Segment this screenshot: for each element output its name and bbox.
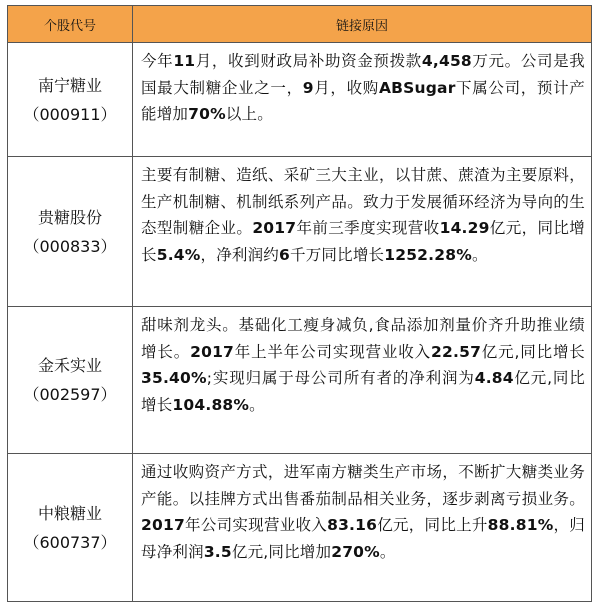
reason-text: 主要有制糖、造纸、采矿三大主业，以甘蔗、蔗渣为主要原料，生产机制糖、机制纸系列产品。致力于发展循环经济为导向的生态型制糖企业。 <box>141 166 585 237</box>
reason-figure: 83.16 <box>327 516 378 534</box>
stock-cell <box>8 157 133 306</box>
reason-figure: 1252.28% <box>384 245 472 264</box>
reason-text: 亿元,同比增长 <box>141 369 586 414</box>
table-row <box>8 454 591 602</box>
reason-figure: 11 <box>173 52 196 70</box>
reason-text: 月，收购 <box>313 78 379 97</box>
reason-figure: 88.81% <box>487 516 554 534</box>
reason-text: 。 <box>471 245 488 264</box>
reason-figure: 9 <box>302 78 314 97</box>
stock-name: 中粮糖业 <box>37 504 102 523</box>
reason-text: 甜味剂龙头。基础化工瘦身减负,食品添加剂量价齐升助推业绩增长。 <box>141 316 585 361</box>
reason-figure: 14.29 <box>439 219 490 237</box>
stock-code: （000833） <box>23 236 117 256</box>
reason-figure: 6 <box>279 245 291 264</box>
reason-text: 千万同比增长 <box>290 245 385 264</box>
reason-text: 年上半年公司实现营业收入 <box>234 342 432 361</box>
reason-figure: 2017 <box>141 516 185 534</box>
reason-figure: 35.40% <box>141 369 207 387</box>
stock-code: （002597） <box>23 385 117 404</box>
table-row <box>8 43 591 157</box>
reason-text: 万元。公司是我国最大制糖企业之一， <box>141 52 585 97</box>
stock-cell <box>8 307 133 453</box>
reason-text: ，净利润约 <box>200 245 280 264</box>
reason-figure: 2017 <box>190 342 235 361</box>
reason-text: 亿元，同比增长 <box>141 219 586 264</box>
reason-cell <box>133 307 591 453</box>
reason-text: 通过收购资产方式，进军南方糖类生产市场，不断扩大糖类业务产能。以挂牌方式出售番茄制品相关业务，逐步剥离亏损业务。 <box>141 463 585 508</box>
reason-text: 以上。 <box>225 105 273 123</box>
reason-text: 月，收到财政局补助资金预拨款 <box>195 52 422 70</box>
reason-text: 亿元,同比增长 <box>481 342 586 361</box>
reason-text: 。 <box>379 542 396 561</box>
reason-text: 下属公司，预计产能增加 <box>141 78 585 123</box>
reason-cell <box>133 454 591 602</box>
reason-figure: 104.88% <box>172 395 250 414</box>
reason-text: ，归母净利润 <box>141 516 586 561</box>
reason-cell <box>133 157 591 306</box>
stock-cell <box>8 43 133 156</box>
reason-text: ;实现归属于母公司所有者的净利润为 <box>206 369 475 387</box>
stock-table <box>7 5 592 602</box>
header-stock-code: 个股代号 <box>8 6 133 42</box>
reason-text: 。 <box>249 395 265 414</box>
reason-figure: ABSugar <box>378 78 456 97</box>
stock-code: （000911） <box>23 104 117 124</box>
reason-figure: 4,458 <box>421 52 472 70</box>
reason-figure: 4.84 <box>474 369 514 387</box>
reason-text: 年前三季度实现营收 <box>296 219 440 237</box>
reason-figure: 70% <box>188 105 226 123</box>
header-link-reason: 链接原因 <box>335 18 388 34</box>
stock-name: 南宁糖业 <box>37 75 102 95</box>
reason-text: 年公司实现营业收入 <box>184 516 328 534</box>
reason-figure: 22.57 <box>431 342 482 361</box>
reason-figure: 3.5 <box>203 542 232 561</box>
table-row <box>8 307 591 454</box>
table-row <box>8 157 591 307</box>
reason-figure: 5.4% <box>156 245 201 264</box>
stock-cell <box>8 454 133 602</box>
reason-cell <box>133 43 591 156</box>
reason-figure: 2017 <box>252 219 297 237</box>
stock-code: （600737） <box>23 533 117 552</box>
stock-name: 贵糖股份 <box>37 207 102 227</box>
table-header <box>8 6 591 43</box>
reason-text: 亿元，同比上升 <box>377 516 488 534</box>
reason-text: 亿元,同比增加 <box>231 542 332 561</box>
stock-name: 金禾实业 <box>37 356 102 375</box>
reason-text: 今年 <box>141 52 174 70</box>
reason-figure: 270% <box>331 542 380 561</box>
